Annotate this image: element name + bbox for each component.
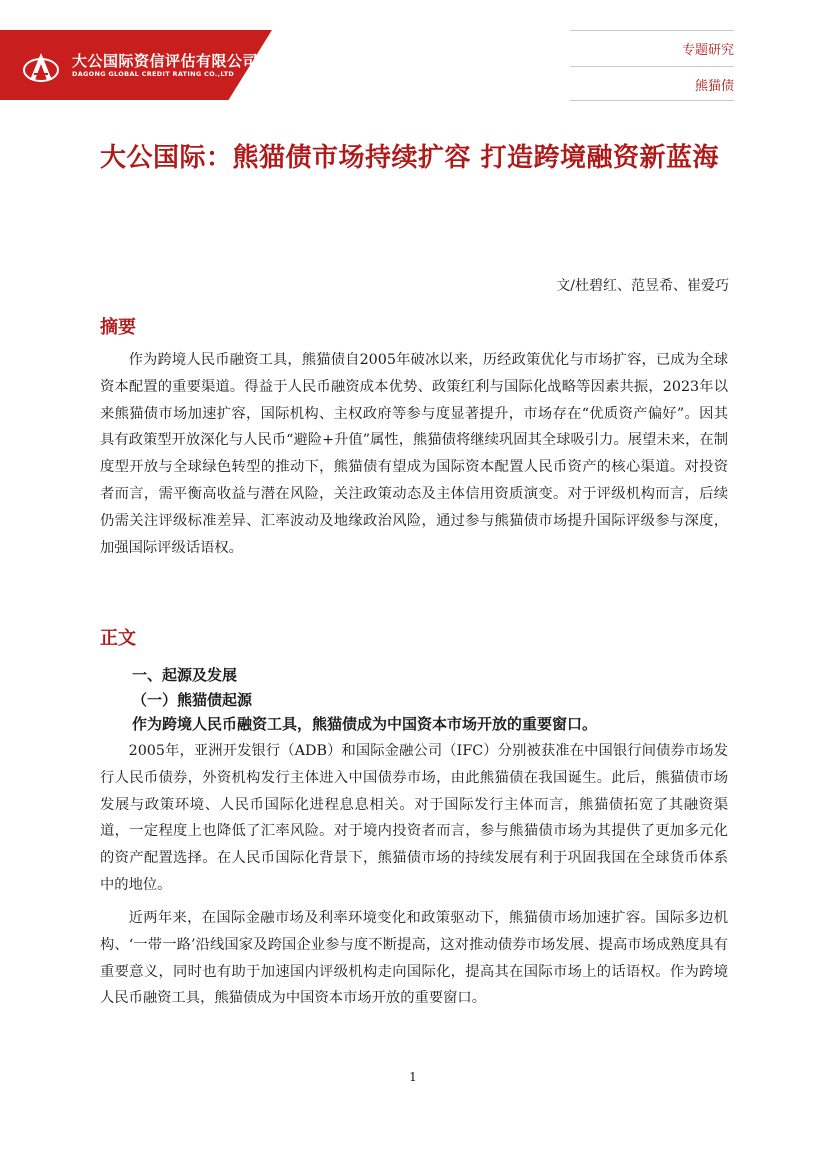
topic-tag: 熊猫债 xyxy=(694,79,734,94)
body-heading: 正文 xyxy=(100,628,136,649)
body-paragraph-1: 2005年，亚洲开发银行（ADB）和国际金融公司（IFC）分别被获准在中国银行间债券市场发行人民币债券，外资机构发行主体进入中国债券市场，由此熊猫债在我国诞生。此后，熊猫债市场发展与政策环境、人民币国际化进程息息相关。对于国际发行主体而言，熊猫债拓宽了其融资渠道，一定程度上也降低了汇率风险。对于境内投资者而言，参与熊猫债市场为其提供了更加多元化的资产配置选择。在人民币国际化背景下，熊猫债市场的持续发展有利于巩固我国在全球货币体系中的地位。 xyxy=(100,743,728,893)
category-tag: 专题研究 xyxy=(681,43,734,58)
author-line: 文/杜碧红、范昱希、崔爱巧 xyxy=(556,278,729,294)
key-point: 作为跨境人民币融资工具，熊猫债成为中国资本市场开放的重要窗口。 xyxy=(132,715,598,733)
section-heading: 一、起源及发展 xyxy=(132,666,238,684)
dagong-logo-icon xyxy=(22,50,60,84)
subsection-heading: （一）熊猫债起源 xyxy=(132,691,253,709)
header-divider xyxy=(570,66,734,67)
header-tags xyxy=(570,30,734,101)
company-name-cn: 大公国际资信评估有限公司 xyxy=(72,52,259,70)
abstract-body: 作为跨境人民币融资工具，熊猫债自2005年破冰以来，历经政策优化与市场扩容，已成为全球资本配置的重要渠道。得益于人民币融资成本优势、政策红利与国际化战略等因素共振，2023年以来熊猫债市场加速扩容，国际机构、主权政府等参与度显著提升，市场存在“优质资产偏好”。因其具有政策型开放深化与人民币“避险+升值”属性，熊猫债将继续巩固其全球吸引力。展望未来，在制度型开放与全球绿色转型的推动下，熊猫债有望成为国际资本配置人民币资产的核心渠道。对投资者而言，需平衡高收益与潜在风险，关注政策动态及主体信用资质演变。对于评级机构而言，后续仍需关注评级标准差异、汇率波动及地缘政治风险，通过参与熊猫债市场提升国际评级参与深度，加强国际评级话语权。 xyxy=(100,352,728,556)
company-name-en: DAGONG GLOBAL CREDIT RATING CO.,LTD xyxy=(72,70,235,78)
body-paragraph-2: 近两年来，在国际金融市场及利率环境变化和政策驱动下，熊猫债市场加速扩容。国际多边机构、‘一带一路’沿线国家及跨国企业参与度不断提高，这对推动债券市场发展、提高市场成熟度具有重要意义，同时也有助于加速国内评级机构走向国际化，提高其在国际市场上的话语权。作为跨境人民币融资工具，熊猫债成为中国资本市场开放的重要窗口。 xyxy=(100,910,728,1007)
abstract-heading: 摘要 xyxy=(100,317,136,338)
page-title: 大公国际：熊猫债市场持续扩容 打造跨境融资新蓝海 xyxy=(100,143,720,173)
header-divider xyxy=(570,100,734,101)
page-number: 1 xyxy=(409,1070,417,1084)
